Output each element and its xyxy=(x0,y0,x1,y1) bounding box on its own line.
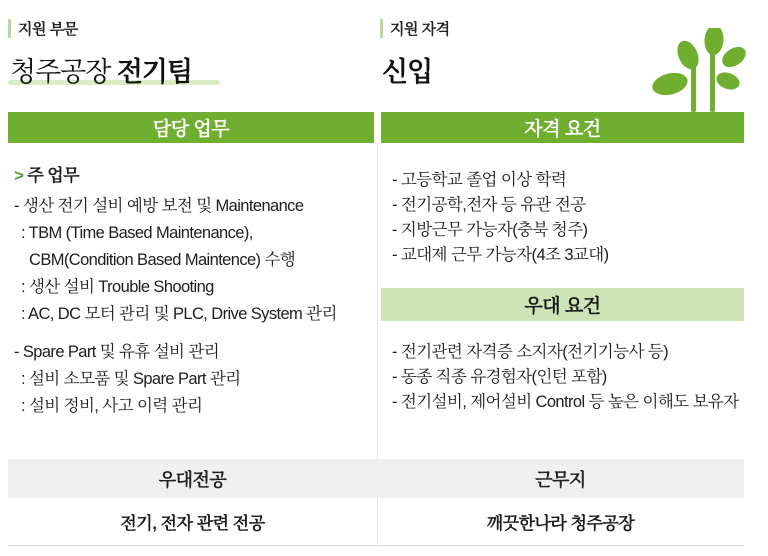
duties-subtitle-text: 주 업무 xyxy=(27,166,79,185)
requirement-item: - 전기공학,전자 등 유관 전공 xyxy=(392,196,586,214)
requirement-item: - 지방근무 가능자(충북 청주) xyxy=(392,221,588,239)
eyebrow-text: 지원 부문 xyxy=(18,21,78,38)
duty-line: : 생산 설비 Trouble Shooting xyxy=(21,278,214,296)
seedling-plant-icon xyxy=(648,28,746,112)
bottom-rule xyxy=(8,545,744,546)
section-header-qualifications: 자격 요건 xyxy=(381,112,744,143)
duty-line: - Spare Part 및 유휴 설비 관리 xyxy=(14,343,220,361)
team-title-factory: 청주공장 xyxy=(10,57,117,87)
requirement-item: - 교대제 근무 가능자(4조 3교대) xyxy=(392,246,609,264)
team-title xyxy=(10,50,192,89)
accent-bar xyxy=(380,19,383,38)
preferred-item: - 동종 직종 유경험자(인턴 포함) xyxy=(392,368,607,386)
footer-value-location: 깨끗한나라 청주공장 xyxy=(486,514,635,533)
requirement-item: - 고등학교 졸업 이상 학력 xyxy=(392,171,567,189)
footer-header-major: 우대전공 xyxy=(158,469,227,490)
duty-line: : TBM (Time Based Maintenance), xyxy=(21,224,253,242)
duty-line: : 설비 소모품 및 Spare Part 관리 xyxy=(21,370,241,388)
section-header-duties: 담당 업무 xyxy=(8,112,374,143)
eyebrow-text: 지원 자격 xyxy=(390,21,450,38)
duties-subtitle xyxy=(14,162,374,189)
footer-value-row xyxy=(8,498,744,545)
team-title-team: 전기팀 xyxy=(116,57,193,87)
preferred-item: - 전기설비, 제어설비 Control 등 높은 이해도 보유자 xyxy=(392,393,739,411)
chevron-marker-icon: > xyxy=(14,166,24,185)
entry-level-title: 신입 xyxy=(382,57,433,87)
footer-header-location: 근무지 xyxy=(535,469,586,490)
accent-bar xyxy=(8,19,11,38)
footer-header-row xyxy=(8,459,744,498)
duty-line: - 생산 전기 설비 예방 보전 및 Maintenance xyxy=(14,197,304,215)
qualification-section-label xyxy=(380,18,450,39)
requirements-list xyxy=(392,168,738,268)
duty-line: CBM(Condition Based Maintence) 수행 xyxy=(29,251,296,269)
preferred-list xyxy=(392,340,740,415)
section-header-preferred: 우대 요건 xyxy=(381,288,744,321)
duty-line: : 설비 정비, 사고 이력 관리 xyxy=(21,397,203,415)
duty-line: : AC, DC 모터 관리 및 PLC, Drive System 관리 xyxy=(21,305,337,323)
duties-content xyxy=(14,162,374,420)
footer-value-major: 전기, 전자 관련 전공 xyxy=(120,514,265,533)
preferred-item: - 전기관련 자격증 소지자(전기기능사 등) xyxy=(392,343,669,361)
application-section-label xyxy=(8,18,78,39)
